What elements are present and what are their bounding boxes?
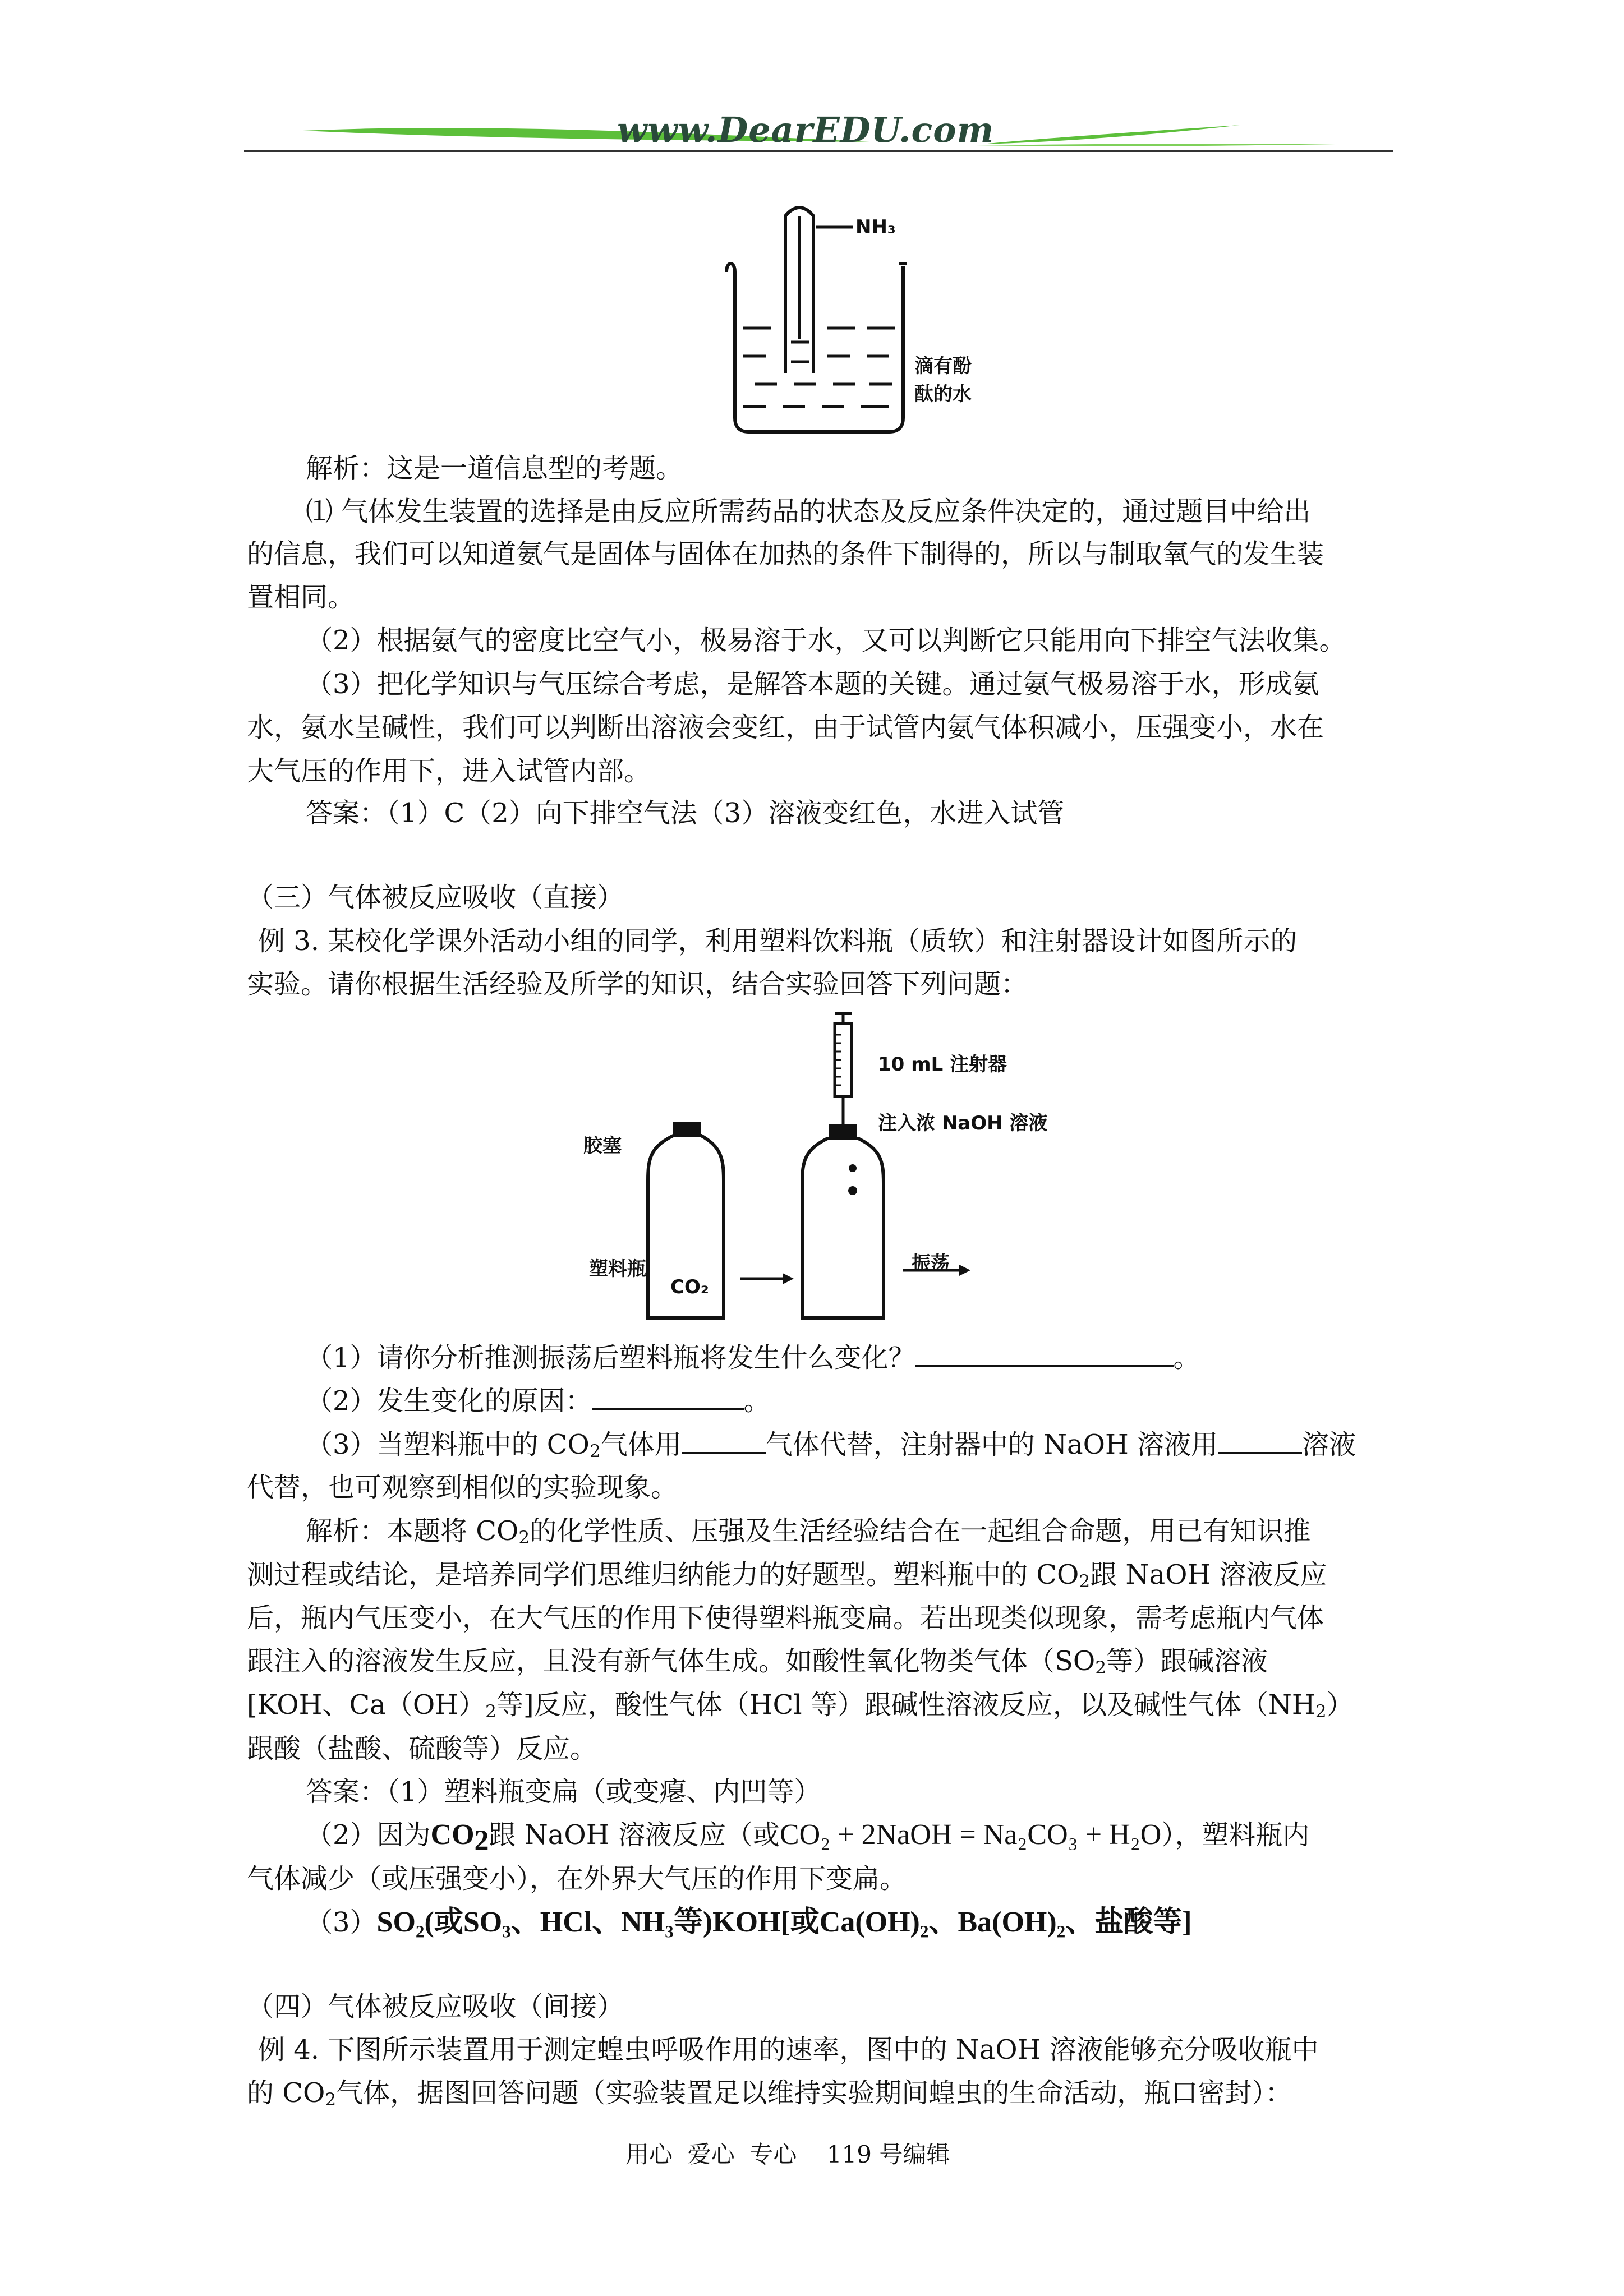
analysis2-line6: 跟酸（盐酸、硫酸等）反应。 bbox=[247, 1733, 597, 1764]
analysis-p3-line1: （3）把化学知识与气压综合考虑，是解答本题的关键。通过氨气极易溶于水，形成氨 bbox=[306, 668, 1319, 700]
analysis2-line4: 跟注入的溶液发生反应，且没有新气体生成。如酸性氧化物类气体（$SO_2$等）跟碱溶液 bbox=[247, 1645, 1268, 1679]
analysis-p1-line3: 置相同。 bbox=[247, 582, 355, 613]
analysis2-line1: 解析：本题将 $CO_2$的化学性质、压强及生活经验结合在一起组合命题，用已有知识推 bbox=[306, 1515, 1311, 1548]
example-4-line1: 例 4. 下图所示装置用于测定蝗虫呼吸作用的速率，图中的 NaOH 溶液能够充分吸收瓶中 bbox=[258, 2034, 1319, 2066]
nh3-label: NH₃ bbox=[855, 216, 896, 238]
co2-label: CO₂ bbox=[670, 1276, 709, 1298]
answer2-line1: 答案：（1）塑料瓶变扁（或变瘪、内凹等） bbox=[306, 1776, 821, 1808]
shake-label: 振荡 bbox=[912, 1252, 950, 1275]
answer2-line2: （2）因为$CO_2$跟 NaOH 溶液反应（或CO₂ + 2NaOH = Na₂CO₃ + H₂O），塑料瓶内 bbox=[306, 1819, 1310, 1857]
syringe-label: 10 mL 注射器 bbox=[878, 1053, 1007, 1076]
analysis-p3-line3: 大气压的作用下，进入试管内部。 bbox=[247, 755, 651, 787]
water-label-2: 酞的水 bbox=[914, 383, 972, 405]
analysis2-line5: [KOH、$Ca(OH)_2$等]反应，酸性气体（HCl 等）跟碱性溶液反应，以及碱性气体$(NH_2)$ bbox=[247, 1689, 1354, 1722]
header-rule bbox=[244, 150, 1393, 152]
answer-blank-2[interactable] bbox=[592, 1384, 744, 1410]
answer2-line3: 气体减少（或压强变小），在外界大气压的作用下变扁。 bbox=[247, 1863, 907, 1894]
analysis-intro: 解析：这是一道信息型的考题。 bbox=[306, 453, 683, 484]
example-3-line2: 实验。请你根据生活经验及所学的知识，结合实验回答下列问题： bbox=[247, 969, 1028, 1000]
stopper-label: 胶塞 bbox=[583, 1135, 622, 1157]
header-logo: www.DearEDU.com bbox=[617, 109, 995, 150]
reaction-equation: CO₂ + 2NaOH = Na₂CO₃ + H₂O bbox=[779, 1819, 1162, 1851]
water-label-1: 滴有酚 bbox=[914, 355, 972, 377]
page-footer: 用心 爱心 专心 119 号编辑 bbox=[625, 2141, 950, 2168]
example-4-line2: 的 $CO_2$气体，据图回答问题（实验装置足以维持实验期间蝗虫的生命活动，瓶口密封）： bbox=[247, 2077, 1292, 2110]
question-3-line2: 代替，也可观察到相似的实验现象。 bbox=[247, 1472, 678, 1503]
answer-blank-1[interactable] bbox=[915, 1340, 1174, 1367]
figure-bottles bbox=[567, 1012, 1071, 1326]
answer-1: 答案：（1）C（2）向下排空气法（3）溶液变红色，水进入试管 bbox=[306, 797, 1065, 829]
section-3-heading: （三）气体被反应吸收（直接） bbox=[247, 882, 624, 913]
analysis2-line2: 测过程或结论，是培养同学们思维归纳能力的好题型。塑料瓶中的 $CO_2$跟 NaOH 溶液反应 bbox=[247, 1559, 1327, 1592]
analysis-p2: （2）根据氨气的密度比空气小，极易溶于水，又可以判断它只能用向下排空气法收集。 bbox=[306, 625, 1346, 656]
bottle-label: 塑料瓶 bbox=[589, 1258, 646, 1280]
analysis-p1-line2: 的信息，我们可以知道氨气是固体与固体在加热的条件下制得的，所以与制取氧气的发生装 bbox=[247, 538, 1324, 570]
analysis-p1-line1: ⑴ 气体发生装置的选择是由反应所需药品的状态及反应条件决定的，通过题目中给出 bbox=[306, 496, 1311, 527]
section-4-heading: （四）气体被反应吸收（间接） bbox=[247, 1991, 624, 2022]
answer2-line4: （3）SO₂(或SO₃、HCl、NH₃等)KOH[或Ca(OH)₂、Ba(OH)₂、盐酸等] bbox=[306, 1906, 1192, 1938]
inject-label: 注入浓 NaOH 溶液 bbox=[878, 1112, 1048, 1135]
analysis-p3-line2: 水，氨水呈碱性，我们可以判断出溶液会变红，由于试管内氨气体积减小，压强变小，水在 bbox=[247, 712, 1324, 743]
header-banner bbox=[241, 109, 1391, 165]
analysis2-line3: 后，瓶内气压变小，在大气压的作用下使得塑料瓶变扁。若出现类似现象，需考虑瓶内气体 bbox=[247, 1602, 1324, 1634]
question-3-line1: （3）当塑料瓶中的 $CO_2$气体用 气体代替，注射器中的 NaOH 溶液用 溶液 bbox=[306, 1427, 1356, 1468]
answer-blank-3a[interactable] bbox=[682, 1427, 766, 1454]
answer-formula: SO₂(或SO₃、HCl、NH₃等)KOH[或Ca(OH)₂、Ba(OH)₂、盐酸等] bbox=[376, 1906, 1192, 1938]
figure-beaker bbox=[721, 193, 1013, 440]
question-1: （1）请你分析推测振荡后塑料瓶将发生什么变化？ 。 bbox=[306, 1340, 1200, 1375]
answer-blank-3b[interactable] bbox=[1218, 1427, 1302, 1454]
question-2: （2）发生变化的原因： 。 bbox=[306, 1384, 771, 1418]
example-3-line1: 例 3. 某校化学课外活动小组的同学，利用塑料饮料瓶（质软）和注射器设计如图所示的 bbox=[258, 925, 1298, 957]
